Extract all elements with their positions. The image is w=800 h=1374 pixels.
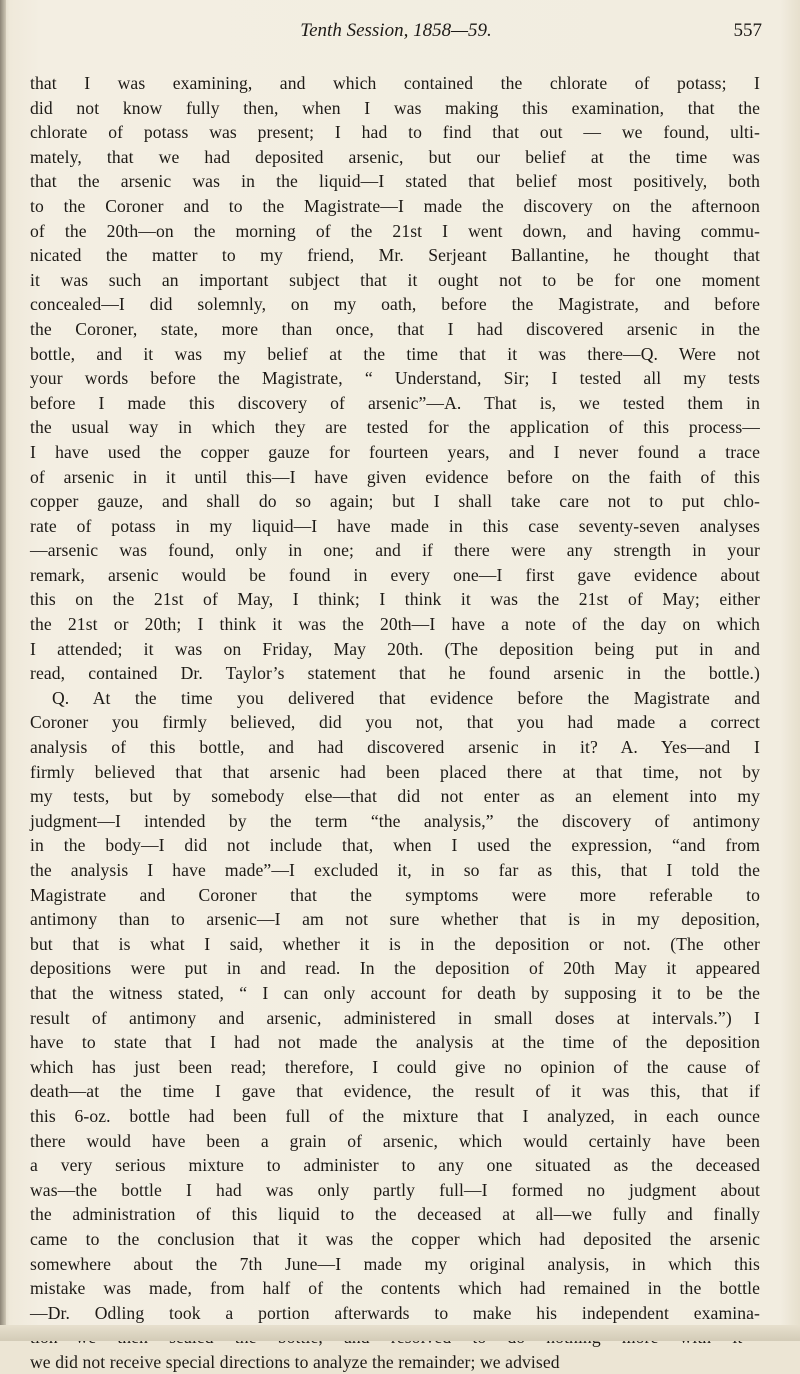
text-line: that the arsenic was in the liquid—I stated that belief most positively, both	[30, 171, 760, 192]
page-gutter-shadow	[0, 0, 6, 1341]
text-line: Magistrate and Coroner that the symptoms were more referable to	[30, 884, 760, 905]
text-line: have to state that I had not made the analysis at the time of the deposition	[30, 1032, 760, 1053]
text-line: it was such an important subject that it ought not to be for one moment	[30, 269, 760, 290]
text-line: the usual way in which they are tested for the application of this process—	[30, 417, 760, 438]
body-text	[30, 71, 760, 1374]
text-line: concealed—I did solemnly, on my oath, before the Magistrate, and before	[30, 294, 760, 315]
text-line: death—at the time I gave that evidence, the result of it was this, that if	[30, 1081, 760, 1102]
text-line: remark, arsenic would be found in every one—I first gave evidence about	[30, 564, 760, 585]
text-line: your words before the Magistrate, “ Understand, Sir; I tested all my tests	[30, 368, 760, 389]
text-line: the 21st or 20th; I think it was the 20th—I have a note of the day on which	[30, 614, 760, 635]
text-line: in the body—I did not include that, when I used the expression, “and from	[30, 835, 760, 856]
page-header	[30, 14, 762, 44]
text-line: that I was examining, and which contained the chlorate of potass; I	[30, 73, 760, 93]
text-line: analysis of this bottle, and had discovered arsenic in it? A. Yes—and I	[30, 737, 760, 758]
text-line: my tests, but by somebody else—that did not enter as an element into my	[30, 786, 760, 807]
text-line: the analysis I have made”—I excluded it, in so far as this, that I told the	[30, 860, 760, 880]
text-line: the administration of this liquid to the deceased at all—we fully and finally	[30, 1204, 760, 1225]
text-line: we did not receive special directions to analyze the remainder; we advised	[30, 1351, 560, 1372]
text-line: rate of potass in my liquid—I have made in this case seventy-seven analyses	[30, 515, 760, 536]
text-line: antimony than to arsenic—I am not sure whether that is in my deposition,	[30, 909, 760, 930]
text-line: was—the bottle I had was only partly full—I formed no judgment about	[30, 1179, 760, 1200]
text-line: Q. At the time you delivered that evidence before the Magistrate and	[52, 687, 760, 708]
text-line: a very serious mixture to administer to any one situated as the deceased	[30, 1155, 760, 1176]
text-line: of the 20th—on the morning of the 21st I went down, and having commu-	[30, 220, 760, 241]
text-line: before I made this discovery of arsenic”—A. That is, we tested them in	[30, 392, 760, 413]
text-line: there would have been a grain of arsenic, which would certainly have been	[30, 1130, 760, 1151]
text-line: came to the conclusion that it was the copper which had deposited the arsenic	[30, 1228, 760, 1249]
text-line: I have used the copper gauze for fourteen years, and I never found a trace	[30, 441, 760, 462]
text-line: mistake was made, from half of the contents which had remained in the bottle	[30, 1278, 760, 1299]
text-line: nicated the matter to my friend, Mr. Serjeant Ballantine, he thought that	[30, 245, 760, 266]
page-number: 557	[733, 20, 762, 41]
text-line: chlorate of potass was present; I had to find that out — we found, ulti-	[30, 122, 760, 143]
text-line: this 6-oz. bottle had been full of the mixture that I analyzed, in each ounce	[30, 1105, 760, 1126]
text-line: the Coroner, state, more than once, that I had discovered arsenic in the	[30, 318, 760, 339]
text-line: did not know fully then, when I was making this examination, that the	[30, 97, 760, 118]
text-line: —Dr. Odling took a portion afterwards to make his independent examina-	[30, 1302, 760, 1323]
text-line: mately, that we had deposited arsenic, but our belief at the time was	[30, 146, 760, 167]
text-line: —arsenic was found, only in one; and if there were any strength in your	[30, 540, 760, 561]
text-line: copper gauze, and shall do so again; but I shall take care not to put chlo-	[30, 491, 760, 512]
text-line: judgment—I intended by the term “the analysis,” the discovery of antimony	[30, 810, 760, 831]
text-line: to the Coroner and to the Magistrate—I made the discovery on the afternoon	[30, 195, 760, 216]
text-line: bottle, and it was my belief at the time that it was there—Q. Were not	[30, 343, 760, 364]
text-line: result of antimony and arsenic, administered in small doses at intervals.”) I	[30, 1007, 760, 1028]
running-head: Tenth Session, 1858—59.	[300, 20, 492, 41]
page-bottom-edge	[0, 1325, 800, 1341]
text-line: but that is what I said, whether it is in the deposition or not. (The other	[30, 933, 760, 954]
text-line: firmly believed that that arsenic had been placed there at that time, not by	[30, 761, 760, 782]
text-line: that the witness stated, “ I can only account for death by supposing it to be the	[30, 982, 760, 1003]
text-line: somewhere about the 7th June—I made my original analysis, in which this	[30, 1253, 760, 1274]
text-line: of arsenic in it until this—I have given evidence before on the faith of this	[30, 466, 760, 487]
text-line: read, contained Dr. Taylor’s statement that he found arsenic in the bottle.)	[30, 663, 760, 684]
text-line: this on the 21st of May, I think; I think it was the 21st of May; either	[30, 589, 760, 610]
text-line: I attended; it was on Friday, May 20th. (The deposition being put in and	[30, 638, 760, 659]
text-line: which has just been read; therefore, I could give no opinion of the cause of	[30, 1056, 760, 1077]
text-line: Coroner you firmly believed, did you not, that you had made a correct	[30, 712, 760, 733]
text-line: depositions were put in and read. In the deposition of 20th May it appeared	[30, 958, 760, 979]
